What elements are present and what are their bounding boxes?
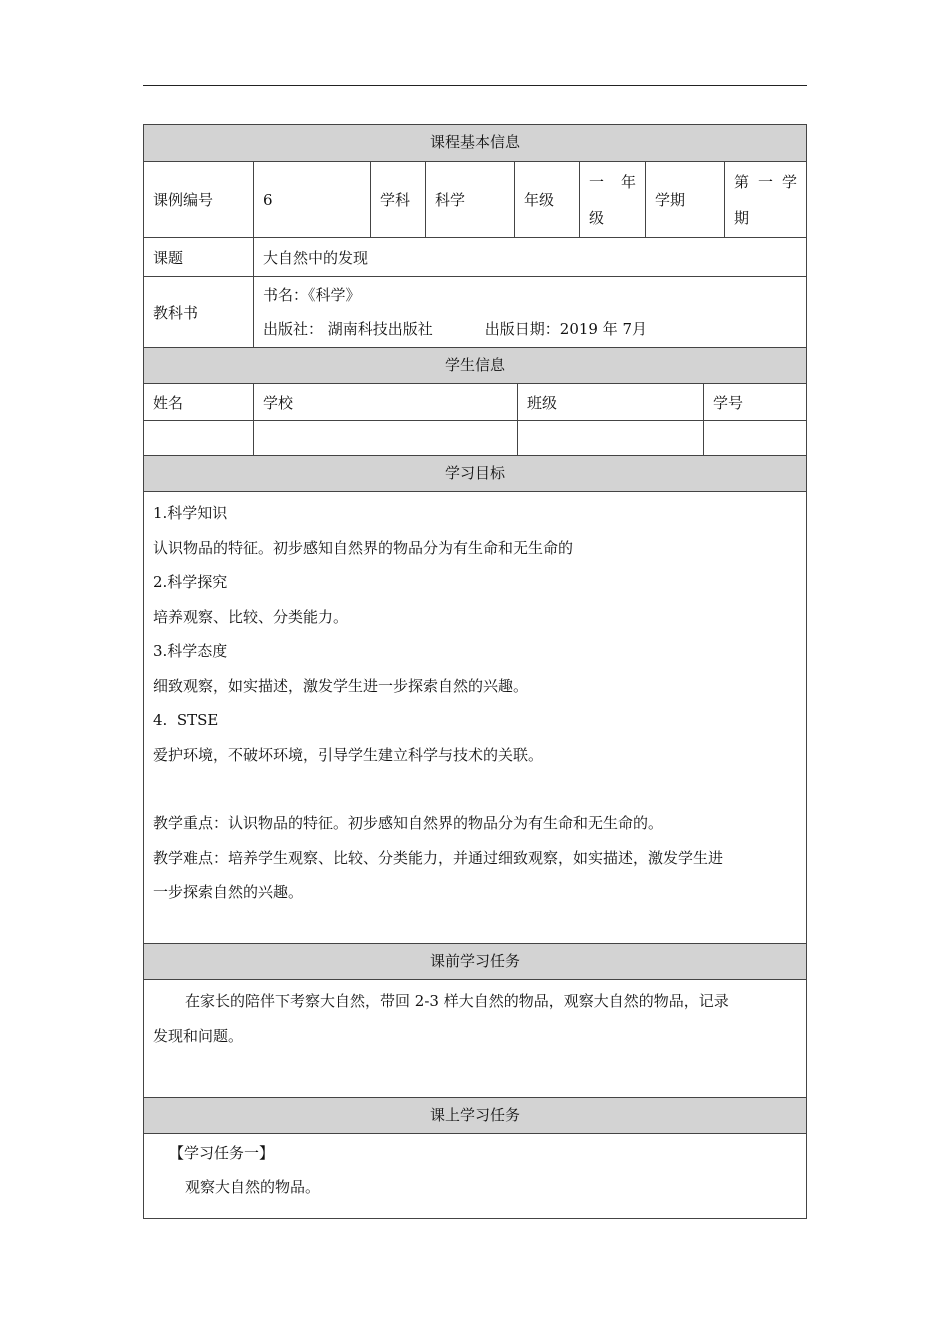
teaching-difficulty-line1: 教学难点：培养学生观察、比较、分类能力，并通过细致观察，如实描述，激发学生进	[153, 848, 724, 867]
grade-value	[579, 162, 645, 237]
teaching-difficulty-line2: 一步探索自然的兴趣。	[153, 883, 304, 901]
textbook-name: 书名：《科学》	[263, 286, 361, 304]
grade-char: 一	[589, 172, 605, 191]
term-label: 学期	[645, 162, 724, 237]
blank-line	[153, 772, 797, 806]
goal-line: 爱护环境，不破坏环境，引导学生建立科学与技术的关联。	[153, 745, 544, 764]
goal-line: 认识物品的特征。初步感知自然界的物品分为有生命和无生命的	[153, 538, 574, 557]
topic-row	[144, 237, 806, 276]
student-number-value[interactable]	[703, 421, 806, 455]
term-value-line2: 期	[734, 208, 750, 227]
subject-label: 学科	[370, 162, 425, 237]
term-char: 学	[781, 172, 797, 191]
section-header-basic-info: 课程基本信息	[144, 125, 806, 161]
student-labels-row	[144, 383, 806, 420]
pre-class-task-content	[144, 979, 806, 1097]
lesson-code-value: 6	[253, 162, 370, 237]
task-title: 【学习任务一】	[169, 1144, 275, 1162]
student-class-value[interactable]	[517, 421, 703, 455]
grade-value-line2: 级	[589, 208, 605, 227]
term-char: 第	[734, 172, 750, 191]
in-class-task-content	[144, 1133, 806, 1218]
term-value	[724, 162, 806, 237]
pre-class-task-line1: 在家长的陪伴下考察大自然，带回 2-3 样大自然的物品，观察大自然的物品，记录	[185, 992, 729, 1010]
topic-value: 大自然中的发现	[253, 238, 806, 276]
student-school-value[interactable]	[253, 421, 517, 455]
textbook-date: 出版日期：2019 年 7月	[484, 320, 648, 338]
teaching-key-point: 教学重点：认识物品的特征。初步感知自然界的物品分为有生命和无生命的。	[153, 814, 664, 832]
goal-line: 1.科学知识	[153, 504, 228, 522]
section-header-pre-class-task: 课前学习任务	[144, 943, 806, 979]
student-number-label: 学号	[703, 384, 806, 420]
lesson-code-label: 课例编号	[153, 191, 214, 209]
goal-line: 4. STSE	[153, 711, 219, 729]
grade-char: 年	[620, 172, 636, 191]
student-values-row	[144, 420, 806, 455]
textbook-row	[144, 276, 806, 347]
grade-label: 年级	[514, 162, 579, 237]
grade-value-line1	[589, 164, 636, 200]
term-value-line1	[734, 164, 797, 200]
pre-class-task-line2: 发现和问题。	[153, 1026, 244, 1045]
textbook-details	[253, 277, 806, 347]
goal-line: 2.科学探究	[153, 573, 228, 591]
student-school-label: 学校	[253, 384, 517, 420]
student-name-value[interactable]	[144, 421, 253, 455]
textbook-publish-line	[263, 312, 647, 346]
section-header-student-info: 学生信息	[144, 347, 806, 383]
basic-info-row	[144, 161, 806, 237]
learning-goals-content	[144, 491, 806, 943]
lesson-plan-table	[143, 124, 807, 1219]
header-rule	[143, 85, 807, 86]
goal-line: 3.科学态度	[153, 642, 228, 660]
textbook-publisher: 出版社： 湖南科技出版社	[263, 320, 433, 338]
term-char: 一	[757, 172, 773, 191]
student-class-label: 班级	[517, 384, 703, 420]
goal-line: 培养观察、比较、分类能力。	[153, 607, 349, 626]
textbook-label: 教科书	[153, 303, 199, 322]
student-name-label: 姓名	[153, 393, 184, 412]
goal-line: 细致观察，如实描述，激发学生进一步探索自然的兴趣。	[153, 676, 529, 695]
subject-value: 科学	[425, 162, 514, 237]
section-header-learning-goals: 学习目标	[144, 455, 806, 491]
section-header-in-class-task: 课上学习任务	[144, 1097, 806, 1133]
task-text: 观察大自然的物品。	[185, 1178, 321, 1196]
topic-label: 课题	[153, 248, 184, 267]
